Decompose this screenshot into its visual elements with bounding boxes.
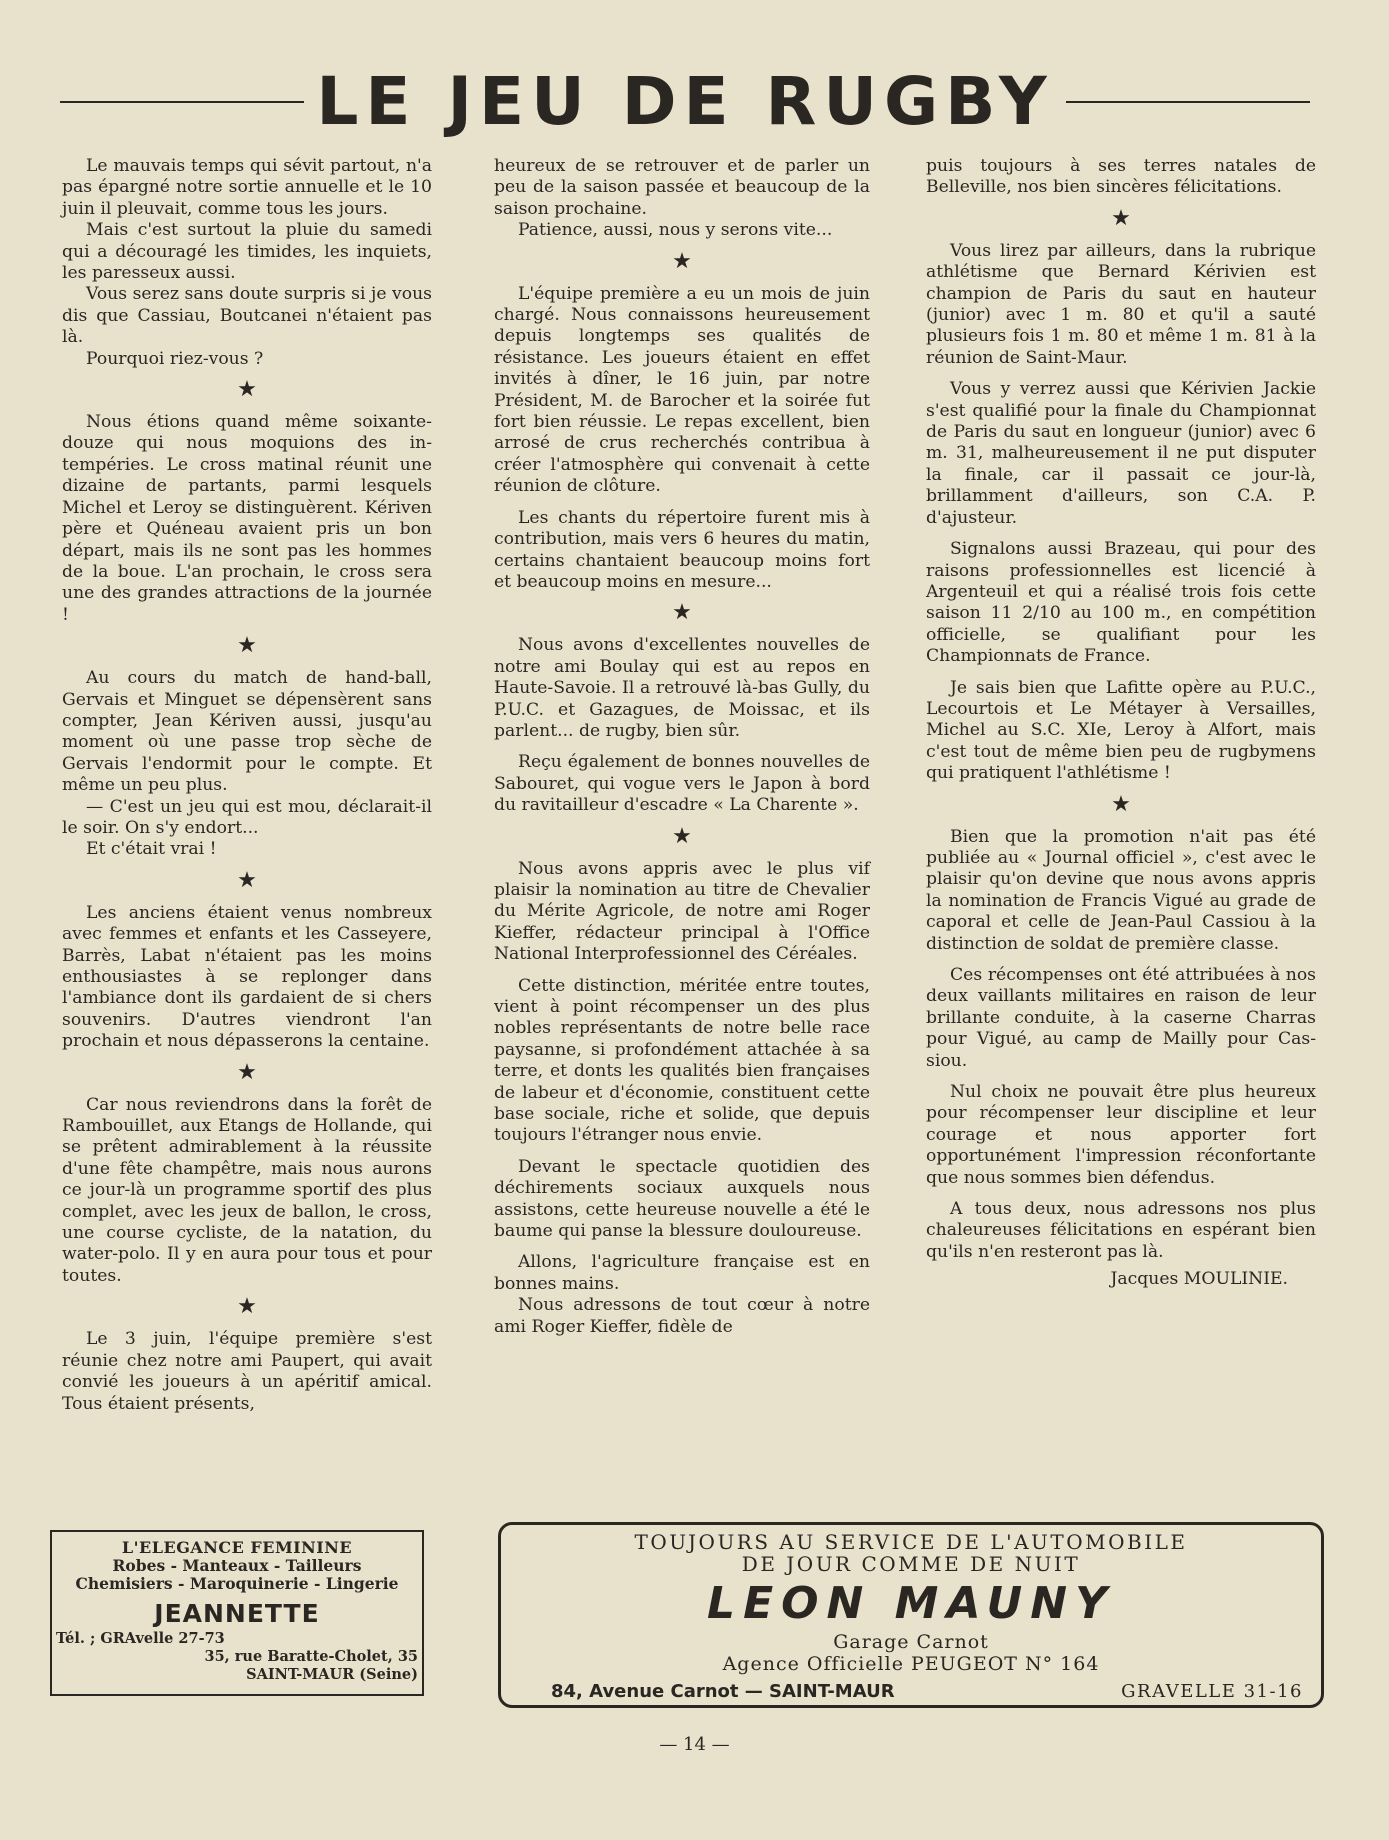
paragraph: Nous étions quand même soixante-douze qui nous moquions des intempéries. Le cross matinal réunit une dizaine de partants, parmi lesquels Michel et Leroy se distinguèrent. Kériven père et Quéneau avaient pris un bon départ, mais ils ne sont pas les hommes de la boue. L'an prochain, le cross sera une des grandes attractions de la journée ! xyxy=(62,412,432,625)
paragraph: Allons, l'agriculture française est en bonnes mains. xyxy=(494,1252,870,1294)
ad-slogan: DE JOUR COMME DE NUIT xyxy=(741,1552,1081,1576)
advertisement-jeannette xyxy=(50,1530,424,1696)
ad-contact-row xyxy=(501,1675,1321,1702)
ad-products: Chemisiers - Maroquinerie - Lingerie xyxy=(75,1574,399,1593)
paragraph: Bien que la promotion n'ait pas été publiée au « Journal officiel », c'est avec le plaisir qu'on devine que nous avons appris la nomination de Francis Vigué au grade de caporal et celle de Jean-Paul Cassiou à la distinction de soldat de première classe. xyxy=(926,826,1316,954)
paragraph: Le mauvais temps qui sévit partout, n'a pas épargné notre sortie annuelle et le 10 juin il pleuvait, comme tous les jours. xyxy=(62,156,432,219)
ad-heading: L'ELEGANCE FEMININE xyxy=(121,1538,353,1557)
title-rule-left xyxy=(60,101,304,103)
star-separator-icon: ★ xyxy=(237,1294,257,1320)
ad-garage-name: Garage Carnot xyxy=(833,1631,989,1653)
page-title: LE JEU DE RUGBY xyxy=(316,63,1054,140)
ad-shop-name: JEANNETTE xyxy=(154,1599,320,1628)
paragraph: Reçu également de bonnes nouvelles de Sabouret, qui vogue vers le Japon à bord du ravitailleur d'escadre « La Charente ». xyxy=(494,752,870,816)
ad-phone: Tél. ; GRAvelle 27-73 xyxy=(56,1630,225,1647)
paragraph: Ces récompenses ont été attribuées à nos deux vaillants militaires en raison de leur brillante conduite, à la caserne Charras pour Vigué, au camp de Mailly pour Cassiou. xyxy=(926,965,1316,1071)
article-column-1 xyxy=(62,156,432,1415)
paragraph: — C'est un jeu qui est mou, déclarait-il le soir. On s'y endort... xyxy=(62,796,432,838)
ad-city: SAINT-MAUR (Seine) xyxy=(246,1666,418,1683)
paragraph: Mais c'est surtout la pluie du samedi qui a découragé les timides, les inquiets, les paresseux aussi. xyxy=(62,220,432,284)
paragraph: A tous deux, nous adressons nos plus chaleureuses félicitations en espérant bien qu'ils n'en resteront pas là. xyxy=(926,1199,1316,1262)
paragraph: Vous y verrez aussi que Kérivien Jackie s'est qualifié pour la finale du Championnat de Paris du saut en longueur (junior) avec 6 m. 31, malheureusement il ne put disputer la finale, car il passait ce jour-là, brillamment d'ailleurs, son C.A. P. d'ajusteur. xyxy=(926,379,1316,528)
paragraph: puis toujours à ses terres natales de Belleville, nos bien sincères félicitations. xyxy=(926,156,1316,198)
star-separator-icon: ★ xyxy=(237,1059,257,1085)
article-column-3 xyxy=(926,156,1316,1291)
paragraph: Car nous reviendrons dans la forêt de Rambouillet, aux Etangs de Hollande, qui se prêtent admirablement à la réussite d'une fête champêtre, mais nous aurons ce jour-là un programme sportif des plus complet, avec les jeux de ballon, le cross, une course cycliste, de la natation, du water-polo. Il y en aura pour tous et pour toutes. xyxy=(62,1094,432,1286)
paragraph: Le 3 juin, l'équipe première s'est réunie chez notre ami Paupert, qui avait convié les joueurs à un apéritif amical. Tous étaient présents, xyxy=(62,1329,432,1414)
advertisement-leon-mauny xyxy=(498,1522,1324,1708)
paragraph: Cette distinction, méritée entre toutes, vient à point récompenser un des plus nobles représentants de notre belle race paysanne, si profondément attachée à sa terre, et donts les qualités bien françaises de labeur et d'économie, constituent cette base sociale, riche et solide, que depuis toujours l'étranger nous envie. xyxy=(494,975,870,1146)
ad-address: 84, Avenue Carnot — SAINT-MAUR xyxy=(551,1681,895,1702)
ad-phone: GRAVELLE 31-16 xyxy=(1121,1681,1303,1702)
paragraph: Nous avons appris avec le plus vif plaisir la nomination au titre de Chevalier du Mérite Agricole, de notre ami Roger Kieffer, rédacteur principal à l'Office National Interprofessionnel des Céréales. xyxy=(494,858,870,965)
page-number: — 14 — xyxy=(659,1734,730,1755)
paragraph: Nous adressons de tout cœur à notre ami Roger Kieffer, fidèle de xyxy=(494,1295,870,1337)
paragraph: Je sais bien que Lafitte opère au P.U.C., Lecourtois et Le Métayer à Versailles, Michel au S.C. XIe, Leroy à Alfort, mais c'est tout de même bien peu de rugbymens qui pratiquent l'athlétisme ! xyxy=(926,677,1316,784)
paragraph: Signalons aussi Brazeau, qui pour des raisons professionnelles est licencié à Argenteuil et qui a réalisé trois fois cette saison 11 2/10 au 100 m., en compétition officielle, se qualifiant pour les Championnats de France. xyxy=(926,539,1316,667)
paragraph: L'équipe première a eu un mois de juin chargé. Nous connaissons heureusement depuis longtemps ses qualités de résistance. Les joueurs étaient en effet invités à dîner, le 16 juin, par notre Président, M. de Barocher et la soirée fut fort bien réussie. Le repas excellent, bien arrosé de crus recherchés contribua à créer l'atmosphère qui convenait à cette réunion de clôture. xyxy=(494,283,870,497)
star-separator-icon: ★ xyxy=(1111,791,1131,817)
paragraph: Patience, aussi, nous y serons vite... xyxy=(518,220,833,241)
ad-business-name: LEON MAUNY xyxy=(707,1578,1115,1629)
star-separator-icon: ★ xyxy=(237,867,257,893)
star-separator-icon: ★ xyxy=(237,633,257,659)
paragraph: heureux de se retrouver et de parler un peu de la saison passée et beaucoup de la saison prochaine. xyxy=(494,156,870,219)
star-separator-icon: ★ xyxy=(672,823,692,849)
ad-address: 35, rue Baratte-Cholet, 35 xyxy=(204,1648,418,1665)
star-separator-icon: ★ xyxy=(1111,205,1131,231)
paragraph: Vous lirez par ailleurs, dans la rubrique athlétisme que Bernard Kérivien est champion de Paris du saut en hauteur (junior) avec 1 m. 80 et qu'il a sauté plusieurs fois 1 m. 80 et même 1 m. 81 à la réunion de Saint-Maur. xyxy=(926,240,1316,368)
star-separator-icon: ★ xyxy=(672,600,692,626)
paragraph: Au cours du match de hand-ball, Gervais et Minguet se dépensèrent sans compter, Jean Kériven aussi, jusqu'au moment où une passe trop sèche de Gervais l'endormit pour le compte. Et même un peu plus. xyxy=(62,668,432,796)
paragraph: Et c'était vrai ! xyxy=(86,839,217,860)
article-signature: Jacques MOULINIE. xyxy=(1110,1269,1288,1290)
title-rule-right xyxy=(1066,101,1310,103)
ad-agency: Agence Officielle PEUGEOT N° 164 xyxy=(722,1653,1100,1675)
title-row xyxy=(60,62,1310,142)
star-separator-icon: ★ xyxy=(237,377,257,403)
article-column-2 xyxy=(494,156,870,1338)
paragraph: Pourquoi riez-vous ? xyxy=(86,348,264,369)
star-separator-icon: ★ xyxy=(672,248,692,274)
paragraph: Les anciens étaient venus nombreux avec femmes et enfants et les Casseyere, Barrès, Labat n'étaient pas les moins enthousiastes à se replonger dans l'ambiance dont ils gardaient de si chers souvenirs. D'autres viendront l'an prochain et nous dépasserons la centaine. xyxy=(62,902,432,1052)
paragraph: Vous serez sans doute surpris si je vous dis que Cassiau, Boutcanei n'étaient pas là. xyxy=(62,284,432,348)
ad-products: Robes - Manteaux - Tailleurs xyxy=(112,1556,362,1575)
paragraph: Devant le spectacle quotidien des déchirements sociaux auxquels nous assistons, cette heureuse nouvelle a été le baume qui panse la blessure douloureuse. xyxy=(494,1156,870,1242)
paragraph: Les chants du répertoire furent mis à contribution, mais vers 6 heures du matin, certains chantaient beaucoup moins fort et beaucoup moins en mesure... xyxy=(494,507,870,592)
paragraph: Nul choix ne pouvait être plus heureux pour récompenser leur discipline et leur courage et nous apporter fort opportunément l'impression réconfortante que nous sommes bien défendus. xyxy=(926,1082,1316,1188)
ad-slogan: TOUJOURS AU SERVICE DE L'AUTOMOBILE xyxy=(634,1530,1188,1554)
paragraph: Nous avons d'excellentes nouvelles de notre ami Boulay qui est au repos en Haute-Savoie. Il a retrouvé là-bas Gully, du P.U.C. et Gazagues, de Moissac, et ils parlent... de rugby, bien sûr. xyxy=(494,635,870,741)
